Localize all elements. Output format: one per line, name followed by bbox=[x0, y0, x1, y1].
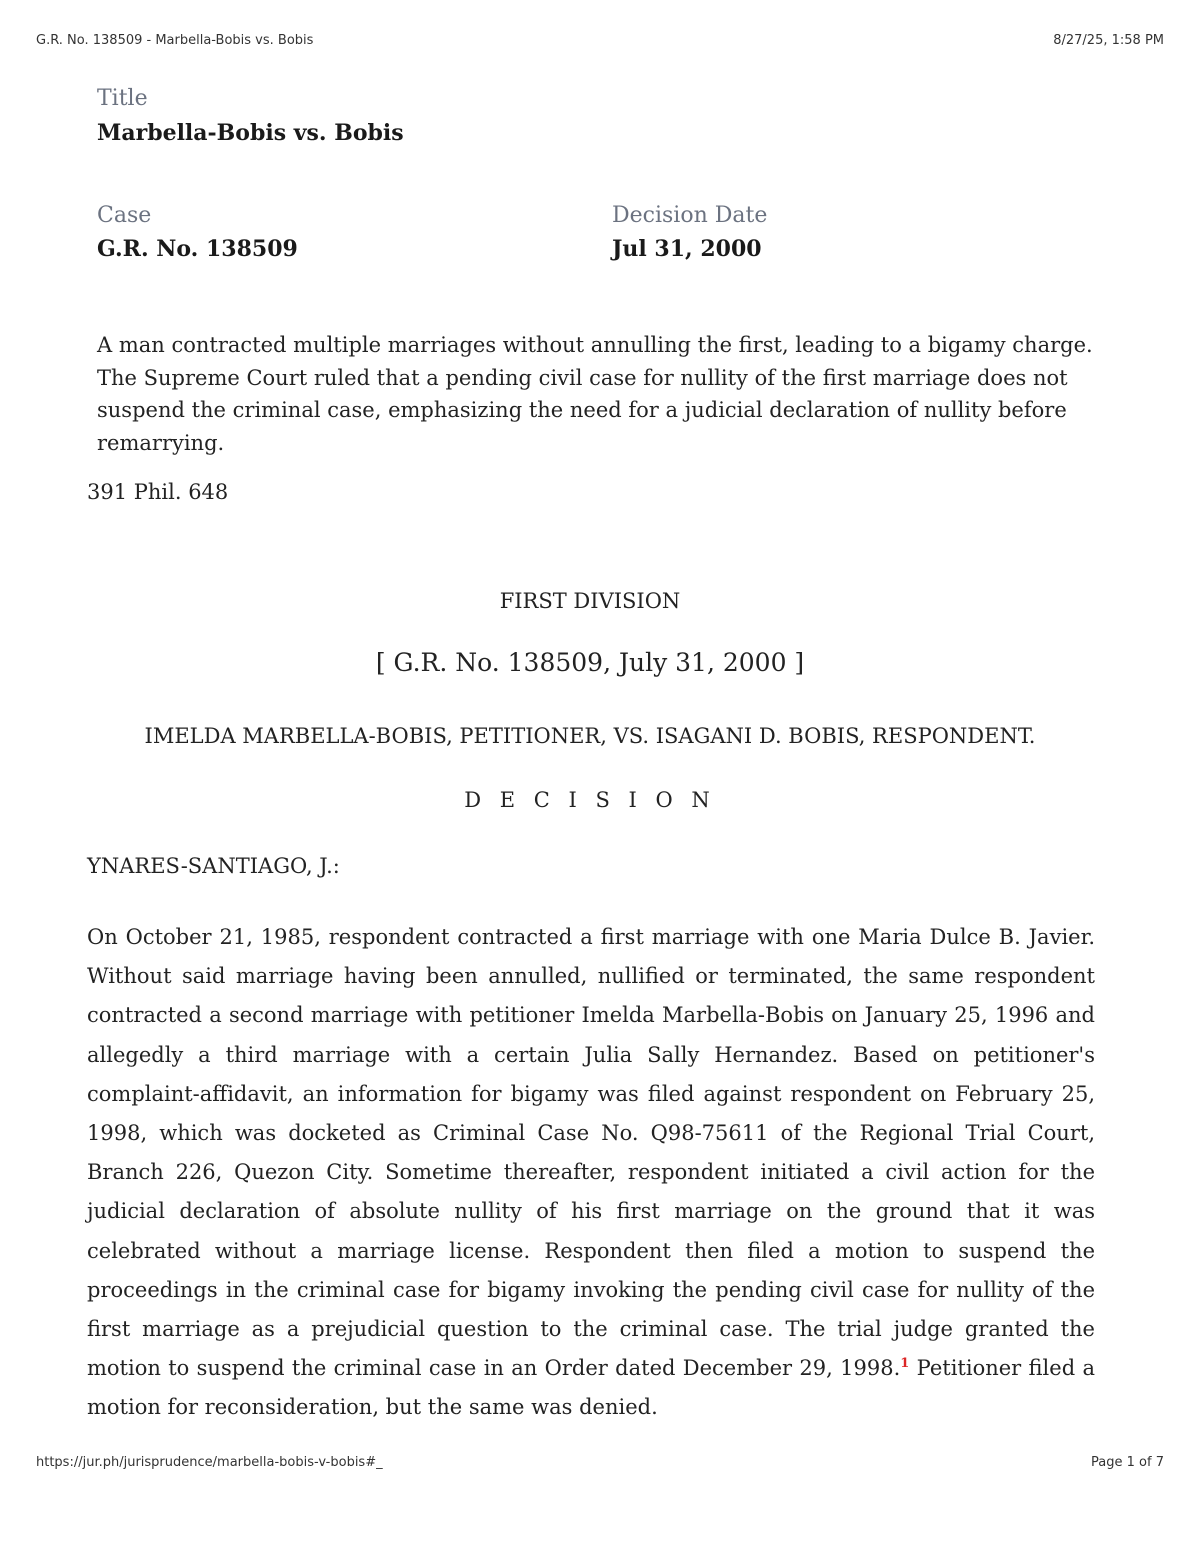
print-header-timestamp: 8/27/25, 1:58 PM bbox=[1053, 33, 1164, 48]
title-value: Marbella-Bobis vs. Bobis bbox=[97, 120, 404, 146]
division-heading: FIRST DIVISION bbox=[499, 589, 681, 613]
decision-date-label: Decision Date bbox=[612, 203, 768, 228]
print-header bbox=[0, 33, 1200, 53]
case-label: Case bbox=[97, 203, 152, 228]
parties-heading: IMELDA MARBELLA-BOBIS, PETITIONER, VS. ISAGANI D. BOBIS, RESPONDENT. bbox=[144, 724, 1036, 748]
decision-paragraph bbox=[87, 918, 1095, 1428]
ponente: YNARES-SANTIAGO, J.: bbox=[87, 854, 340, 878]
print-footer-url: https://jur.ph/jurisprudence/marbella-bobis-v-bobis#_ bbox=[36, 1455, 383, 1470]
gr-number-heading: [ G.R. No. 138509, July 31, 2000 ] bbox=[375, 648, 805, 677]
case-summary: A man contracted multiple marriages without annulling the first, leading to a bigamy charge. The Supreme Court ruled that a pending civil case for nullity of the first marriage does not suspend the criminal case, emphasizing the need for a judicial declaration of nullity before remarrying. bbox=[97, 333, 1093, 455]
paragraph-text-part1: On October 21, 1985, respondent contracted a first marriage with one Maria Dulce B. Javier. Without said marriage having been annulled, nullified or terminated, the same respondent contracted a second marriage with petitioner Imelda Marbella-Bobis on January 25, 1996 and allegedly a third marriage with a certain Julia Sally Hernandez. Based on petitioner's complaint-affidavit, an information for bigamy was filed against respondent on February 25, 1998, which was docketed as Criminal Case No. Q98-75611 of the Regional Trial Court, Branch 226, Quezon City. Sometime thereafter, respondent initiated a civil action for the judicial declaration of absolute nullity of his first marriage on the ground that it was celebrated without a marriage license. Respondent then filed a motion to suspend the proceedings in the criminal case for bigamy invoking the pending civil case for nullity of the first marriage as a prejudicial question to the criminal case. The trial judge granted the motion to suspend the criminal case in an Order dated December 29, 1998. bbox=[87, 925, 1095, 1381]
print-footer bbox=[0, 1455, 1200, 1475]
case-value: G.R. No. 138509 bbox=[97, 236, 298, 262]
paragraph-text-part2: Petitioner filed a motion for reconsideration, but the same was denied. bbox=[87, 1356, 1096, 1420]
print-footer-page-number: Page 1 of 7 bbox=[1091, 1455, 1164, 1470]
decision-heading: D E C I S I O N bbox=[464, 788, 716, 812]
decision-date-value: Jul 31, 2000 bbox=[612, 236, 762, 262]
footnote-link[interactable]: 1 bbox=[900, 1356, 910, 1372]
citation: 391 Phil. 648 bbox=[87, 480, 229, 504]
title-label: Title bbox=[97, 86, 148, 111]
print-header-title: G.R. No. 138509 - Marbella-Bobis vs. Bobis bbox=[36, 33, 314, 48]
